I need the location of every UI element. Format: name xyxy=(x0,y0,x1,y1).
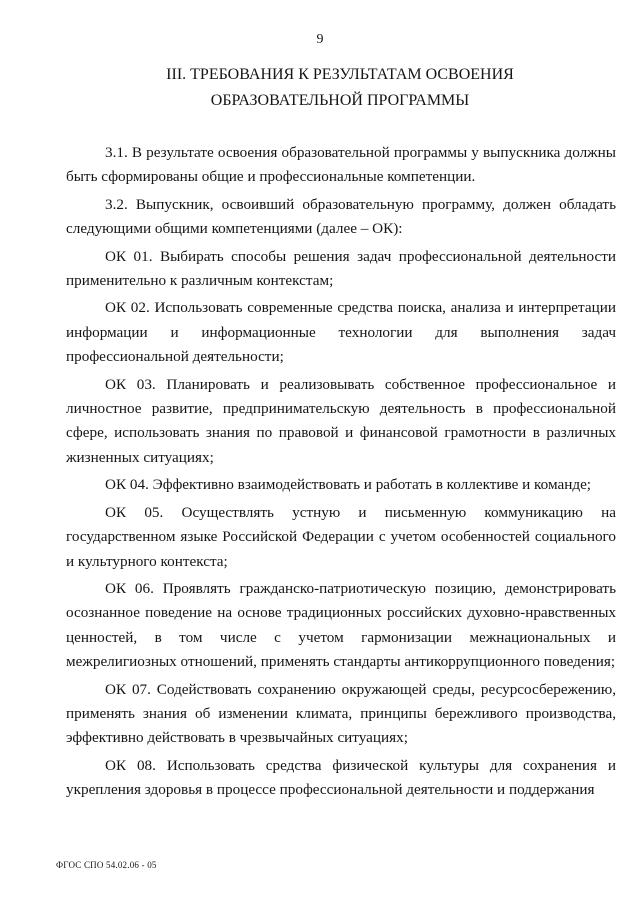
competency-ok-06: ОК 06. Проявлять гражданско-патриотическую позицию, демонстрировать осознанное поведение на основе традиционных российских духовно-нравственных ценностей, в том числе с учетом гармонизации межнациональных и межрелигиозных отношений, применять стандарты антикоррупционного поведения; xyxy=(66,579,616,671)
competency-ok-05: ОК 05. Осуществлять устную и письменную коммуникацию на государственном языке Российской Федерации с учетом особенностей социального и культурного контекста; xyxy=(66,503,616,570)
competency-ok-02: ОК 02. Использовать современные средства поиска, анализа и интерпретации информации и информационные технологии для выполнения задач профессиональной деятельности; xyxy=(66,299,616,366)
paragraph-3-1: 3.1. В результате освоения образовательной программы у выпускника должны быть сформированы общие и профессиональные компетенции. xyxy=(66,144,616,186)
competency-ok-03: ОК 03. Планировать и реализовывать собственное профессиональное и личностное развитие, предпринимательскую деятельность в профессиональной сфере, использовать знания по правовой и финансовой грамотности в различных жизненных ситуациях; xyxy=(66,375,616,466)
competency-ok-04: ОК 04. Эффективно взаимодействовать и работать в коллективе и команде; xyxy=(105,476,592,494)
document-footer-code: ФГОС СПО 54.02.06 - 05 xyxy=(56,860,157,870)
paragraph-3-2: 3.2. Выпускник, освоивший образовательную программу, должен обладать следующими общими компетенциями (далее – ОК): xyxy=(66,195,616,238)
competency-ok-01: ОК 01. Выбирать способы решения задач профессиональной деятельности применительно к различным контекстам; xyxy=(66,247,616,290)
section-heading: III. ТРЕБОВАНИЯ К РЕЗУЛЬТАТАМ ОСВОЕНИЯ ОБРАЗОВАТЕЛЬНОЙ ПРОГРАММЫ xyxy=(166,66,514,109)
competency-ok-07: ОК 07. Содействовать сохранению окружающей среды, ресурсосбережению, применять знания об изменении климата, принципы бережливого производства, эффективно действовать в чрезвычайных ситуациях; xyxy=(66,680,616,747)
page-number: 9 xyxy=(316,32,324,47)
document-body xyxy=(66,141,616,803)
competency-ok-08: ОК 08. Использовать средства физической культуры для сохранения и укрепления здоровья в процессе профессиональной деятельности и поддержания xyxy=(66,756,616,799)
